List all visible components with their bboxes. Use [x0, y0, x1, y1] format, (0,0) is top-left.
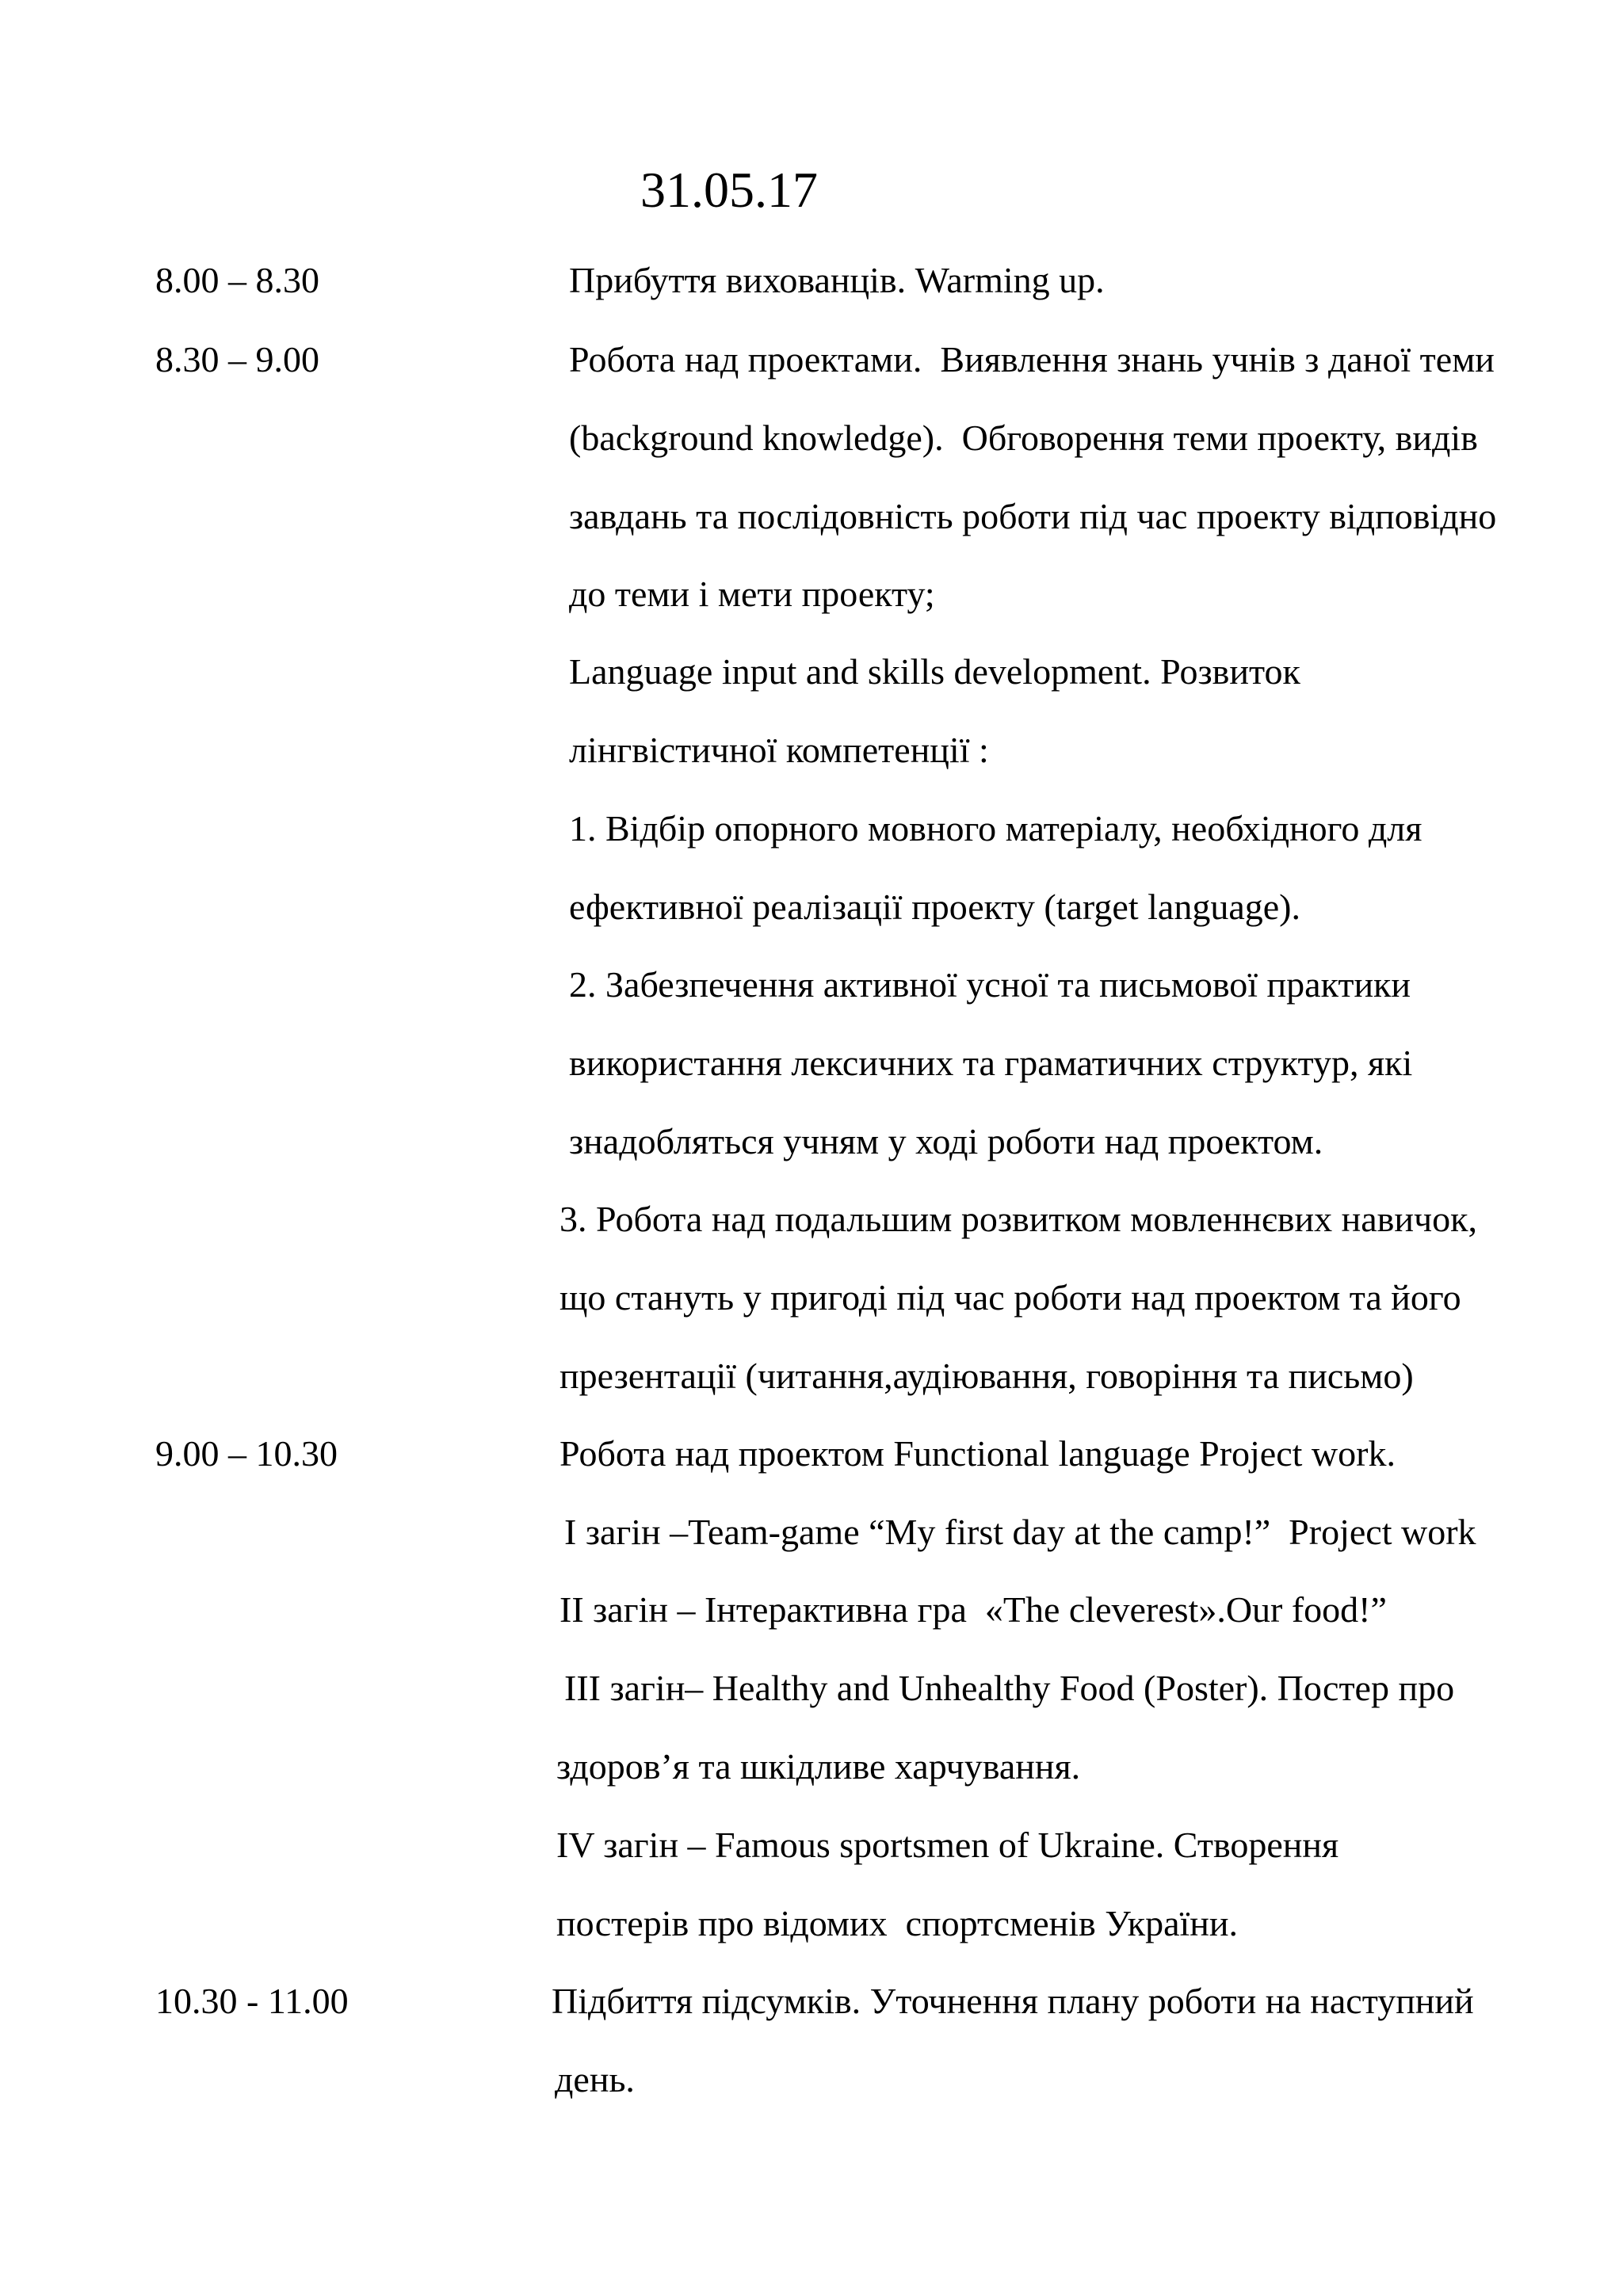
time-slot: 8.30 – 9.00 — [155, 339, 319, 379]
schedule-line: I загін –Team-game “My first day at the camp!” Project work — [564, 1512, 1476, 1552]
schedule-line: Робота над проектами. Виявлення знань учнів з даної теми — [569, 339, 1495, 379]
schedule-line: (background knowledge). Обговорення теми проекту, видів — [569, 418, 1478, 458]
schedule-line: лінгвістичної компетенції : — [569, 730, 989, 770]
schedule-line: ефективної реалізації проекту (target language). — [569, 887, 1300, 927]
schedule-line: II загін – Інтерактивна гра «The cleverest».Our food!” — [559, 1589, 1387, 1630]
schedule-line: Робота над проектом Functional language Project work. — [559, 1433, 1396, 1474]
schedule-line: знадобляться учням у ході роботи над проектом. — [569, 1121, 1323, 1161]
time-slot: 10.30 - 11.00 — [155, 1981, 349, 2021]
schedule-line: використання лексичних та граматичних структур, які — [569, 1043, 1413, 1083]
schedule-line: 1. Відбір опорного мовного матеріалу, необхідного для — [569, 808, 1423, 849]
schedule-line: IV загін – Famous sportsmen of Ukraine. Створення — [556, 1825, 1339, 1865]
time-slot: 8.00 – 8.30 — [155, 260, 319, 300]
schedule-line: постерів про відомих спортсменів України. — [556, 1903, 1239, 1943]
time-slot: 9.00 – 10.30 — [155, 1433, 338, 1474]
schedule-line: завдань та послідовність роботи під час проекту відповідно — [569, 496, 1497, 536]
schedule-line: до теми і мети проекту; — [569, 574, 935, 614]
schedule-line: III загін– Healthy and Unhealthy Food (Poster). Постер про — [564, 1668, 1455, 1708]
schedule-line: Підбиття підсумків. Уточнення плану роботи на наступний — [552, 1981, 1474, 2021]
page-date: 31.05.17 — [640, 162, 818, 218]
schedule-line: презентації (читання,аудіювання, говоріння та письмо) — [559, 1356, 1414, 1396]
schedule-line: 2. Забезпечення активної усної та письмової практики — [569, 964, 1411, 1005]
schedule-line: Language input and skills development. Розвиток — [569, 651, 1300, 692]
schedule-line: що стануть у пригоді під час роботи над проектом та його — [559, 1277, 1461, 1318]
schedule-line: 3. Робота над подальшим розвитком мовленнєвих навичок, — [559, 1199, 1477, 1239]
schedule-line: здоров’я та шкідливе харчування. — [556, 1746, 1081, 1787]
schedule-line: Прибуття вихованців. Warming up. — [569, 260, 1105, 300]
schedule-line: день. — [555, 2059, 635, 2100]
